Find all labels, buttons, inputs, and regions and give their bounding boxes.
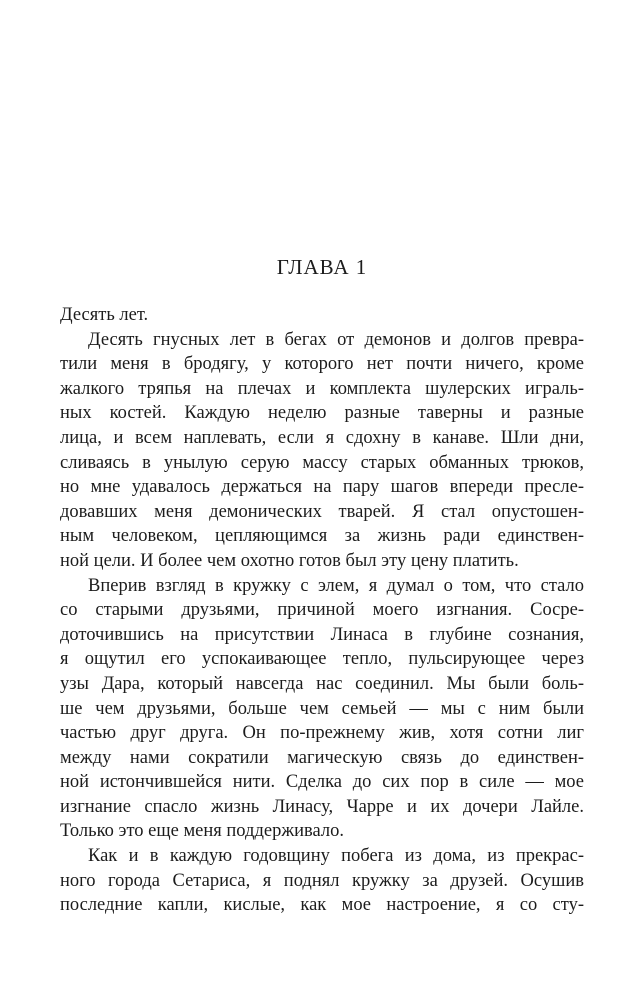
text-line: лица, и всем наплевать, если я сдохну в канаве. Шли дни, [60, 427, 584, 448]
paragraph [60, 303, 584, 328]
text-line: ных костей. Каждую неделю разные таверны и разные [60, 403, 584, 424]
text-line: Десять гнусных лет в бегах от демонов и долгов превра- [88, 329, 584, 350]
paragraph [60, 844, 584, 918]
text-line: между нами сократили магическую связь до единствен- [60, 747, 584, 768]
text-line: ше чем друзьями, больше чем семьей — мы с ним были [60, 698, 584, 719]
text-line: я ощутил его успокаивающее тепло, пульсирующее через [60, 649, 584, 670]
paragraph [60, 574, 584, 845]
paragraph [60, 328, 584, 574]
text-line: доточившись на присутствии Линаса в глубине сознания, [60, 624, 584, 645]
text-line: последние капли, кислые, как мое настроение, я со сту- [60, 895, 584, 916]
text-line: тили меня в бродягу, у которого нет почти ничего, кроме [60, 354, 584, 375]
text-line: изгнание спасло жизнь Линасу, Чарре и их дочери Лайле. [60, 796, 584, 817]
text-line: ным человеком, цепляющимся за жизнь ради единствен- [60, 526, 584, 547]
chapter-title: ГЛАВА 1 [276, 255, 368, 279]
body-text [60, 303, 584, 918]
text-line: узы Дара, который навсегда нас соединил. Мы были боль- [60, 673, 584, 694]
text-line: ного города Сетариса, я поднял кружку за друзей. Осушив [60, 870, 584, 891]
text-line: частью друг друга. Он по-прежнему жив, хотя сотни лиг [60, 723, 584, 744]
text-line: со старыми друзьями, причиной моего изгнания. Сосре- [60, 600, 584, 621]
text-line: ной истончившейся нити. Сделка до сих пор в силе — мое [60, 772, 584, 793]
text-line: Только это еще меня поддерживало. [60, 821, 344, 842]
text-line: ной цели. И более чем охотно готов был эту цену платить. [60, 550, 519, 571]
text-line: Десять лет. [60, 305, 149, 325]
text-line: довавших меня демонических тварей. Я стал опустошен- [60, 501, 584, 522]
text-line: сливаясь в унылую серую массу старых обманных трюков, [60, 452, 584, 473]
text-line: Как и в каждую годовщину побега из дома, из прекрас- [88, 846, 584, 867]
text-line: но мне удавалось держаться на пару шагов впереди пресле- [60, 477, 584, 498]
text-line: жалкого тряпья на плечах и комплекта шулерских играль- [60, 378, 584, 399]
text-line: Вперив взгляд в кружку с элем, я думал о том, что стало [88, 575, 584, 596]
